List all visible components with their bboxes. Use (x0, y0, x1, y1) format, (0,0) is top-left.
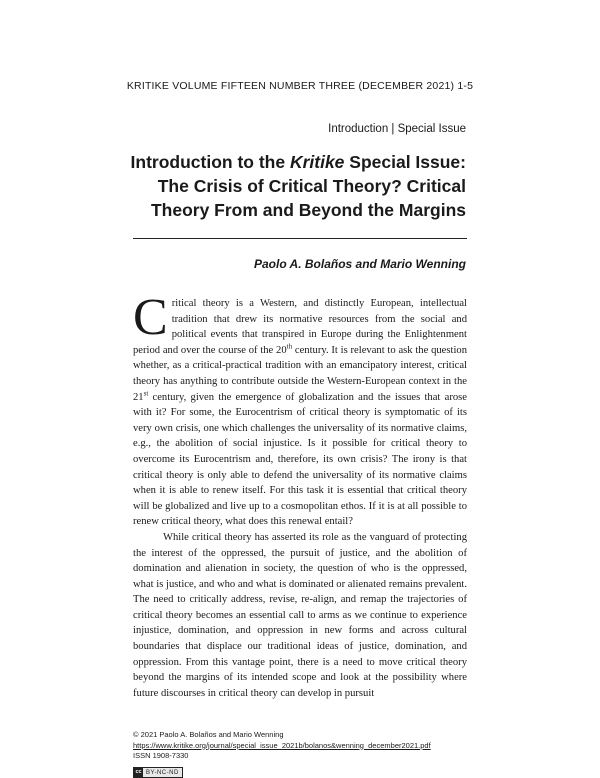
title-line1-suffix: Special Issue: (344, 152, 466, 172)
paragraph-1-text-b: century. It is relevant to ask the question whether, as a critical-practical tradition with an emancipatory interest, critical theory has anything to contribute outside the Western-European context in the 21 (133, 344, 467, 403)
cc-icon: cc (135, 769, 142, 775)
article-title (106, 150, 466, 222)
section-label: Introduction | Special Issue (328, 123, 466, 135)
title-line3: Theory From and Beyond the Margins (150, 200, 466, 220)
article-url-link[interactable]: https://www.kritike.org/journal/special_issue_2021b/bolanos&wenning_december2021.pdf (133, 740, 431, 750)
paragraph-1-text-a: ritical theory is a Western, and distinctly European, intellectual tradition that drew its normative resources from the social and political events that transpired in Europe during the Enlightenment period and over the course of the 20 (133, 298, 467, 356)
article-body (133, 289, 467, 701)
title-divider (133, 238, 467, 239)
copyright-notice: © 2021 Paolo A. Bolaños and Mario Wenning (133, 730, 284, 739)
title-prefix: Introduction to the (130, 152, 290, 172)
issn: ISSN 1908-7330 (133, 751, 189, 760)
title-journal-name: Kritike (289, 152, 345, 172)
paragraph-2: While critical theory has asserted its role as the vanguard of protecting the interest of the oppressed, the pursuit of justice, and the abolition of domination and alienation in society, the question of who is the oppressed, what is justice, and who and what is dominated or alienated remains prevalent. The need to critically address, revise, re-align, and remap the trajectories of critical theory becomes an essential call to arms as we continue to experience injustice, domination, and oppression in new forms and across cultural boundaries that displace our traditional ideas of justice, domination, and oppression. From this vantage point, there is a need to move critical theory beyond the margins of its intended scope and look at the possibility where future discourses in critical theory can develop in pursuit (133, 531, 467, 699)
superscript-th: th (286, 342, 293, 351)
drop-cap: C (133, 289, 168, 346)
creative-commons-license-badge[interactable] (133, 767, 183, 778)
title-line2: The Crisis of Critical Theory? Critical (157, 176, 466, 196)
superscript-st: st (143, 389, 149, 398)
paragraph-1 (133, 289, 467, 530)
paragraph-1-text-c: century, given the emergence of globalization and the issues that arose with it? For some, the Eurocentrism of critical theory is symptomatic of its very own crisis, one which challenges the universality of its normative claims, e.g., the abolition of social injustice. Is it possible for critical theory to overcome its Eurocentrism and, therefore, its own crisis? The irony is that critical theory is only able to defend the universality of its normative claims when it is able to renew itself. For this task it is essential that critical theory will be globalized and live up to a cosmopolitan ethos. If it is at all possible to renew critical theory, what does this renewal entail? (133, 391, 467, 528)
authors: Paolo A. Bolaños and Mario Wenning (253, 257, 466, 271)
license-text: BY-NC-ND (146, 769, 179, 776)
running-head: KRITIKE VOLUME FIFTEEN NUMBER THREE (DECEMBER 2021) 1-5 (126, 80, 474, 92)
footer (133, 730, 473, 762)
